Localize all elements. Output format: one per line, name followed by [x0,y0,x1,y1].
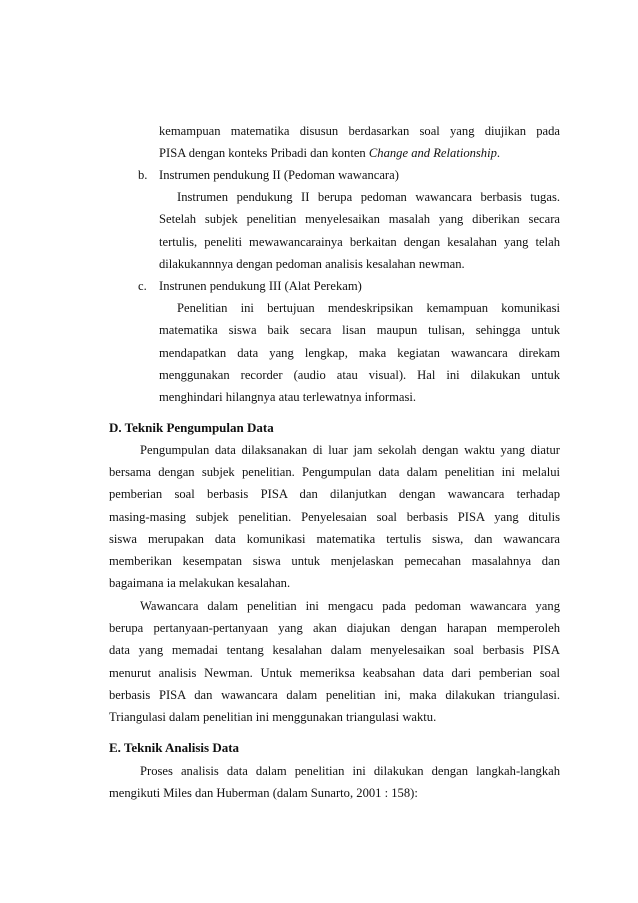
item-b-line-4: dilakukannnya dengan pedoman analisis kesalahan newman. [159,257,465,271]
section-d-heading: D. Teknik Pengumpulan Data [109,420,274,435]
section-e-heading: E. Teknik Analisis Data [109,740,240,755]
item-c-title: Instrunen pendukung III (Alat Perekam) [159,279,362,293]
section-d-p1-line-4: masing-masing subjek penelitian. Penyelesaian soal berbasis PISA yang ditulis [109,510,560,524]
section-e-p1-line-1: Proses analisis data dalam penelitian ini dilakukan dengan langkah-langkah [140,764,560,778]
item-c-line-2: matematika siswa baik secara lisan maupun tulisan, sehingga untuk [159,323,560,337]
section-d-p1-line-5: siswa merupakan data komunikasi matematika tertulis siswa, dan wawancara [109,532,560,546]
intro-line-2 [159,145,500,161]
item-b-line-1: Instrumen pendukung II berupa pedoman wawancara berbasis tugas. [177,190,560,204]
section-d-p1-line-7: bagaimana ia melakukan kesalahan. [109,576,291,590]
section-d-p2-line-6: Triangulasi dalam penelitian ini menggunakan triangulasi waktu. [109,710,437,724]
item-c-line-4: menggunakan recorder (audio atau visual). Hal ini dilakukan untuk [159,368,560,382]
section-d-p1-line-3: pemberian soal berbasis PISA dan dilanjutkan dengan wawancara terhadap [109,487,560,501]
section-d-p1-line-2: bersama dengan subjek penelitian. Pengumpulan data dalam penelitian ini melalui [109,465,560,479]
section-d-p2-line-2: berupa pertanyaan-pertanyaan yang akan diajukan dengan harapan memperoleh [109,621,560,635]
section-d-p2-line-3: data yang memadai tentang kesalahan dalam menyelesaikan soal berbasis PISA [109,643,560,657]
section-d-p2-line-4: menurut analisis Newman. Untuk memeriksa keabsahan data dari pemberian soal [109,666,560,680]
section-d-p1-line-1: Pengumpulan data dilaksanakan di luar jam sekolah dengan waktu yang diatur [140,443,560,457]
intro-line-2-italic: Change and Relationship [368,146,497,160]
item-b-line-3: tertulis, peneliti mewawancarainya berkaitan dengan kesalahan yang telah [159,235,560,249]
section-d-p1-line-6: memberikan kesempatan siswa untuk menjelaskan pemecahan masalahnya dan [109,554,560,568]
section-d-p2-line-1: Wawancara dalam penelitian ini mengacu pada pedoman wawancara yang [140,599,560,613]
intro-line-2-text: PISA dengan konteks Pribadi dan konten [159,146,369,160]
item-b-title: Instrumen pendukung II (Pedoman wawancara) [159,168,399,182]
section-e-p1-line-2: mengikuti Miles dan Huberman (dalam Sunarto, 2001 : 158): [109,786,418,800]
item-c-line-3: mendapatkan data yang lengkap, maka kegiatan wawancara direkam [159,346,560,360]
item-b-marker: b. [138,168,148,182]
intro-line-2-end: . [496,146,501,160]
item-c-marker: c. [138,279,147,293]
section-d-p2-line-5: berbasis PISA dan wawancara dalam penelitian ini, maka dilakukan triangulasi. [109,688,560,702]
intro-line-1: kemampuan matematika disusun berdasarkan soal yang diujikan pada [159,124,560,138]
item-b-line-2: Setelah subjek penelitian menyelesaikan masalah yang diberikan secara [159,212,560,226]
item-c-line-1: Penelitian ini bertujuan mendeskripsikan kemampuan komunikasi [177,301,560,315]
item-c-line-5: menghindari hilangnya atau terlewatnya informasi. [159,390,417,404]
